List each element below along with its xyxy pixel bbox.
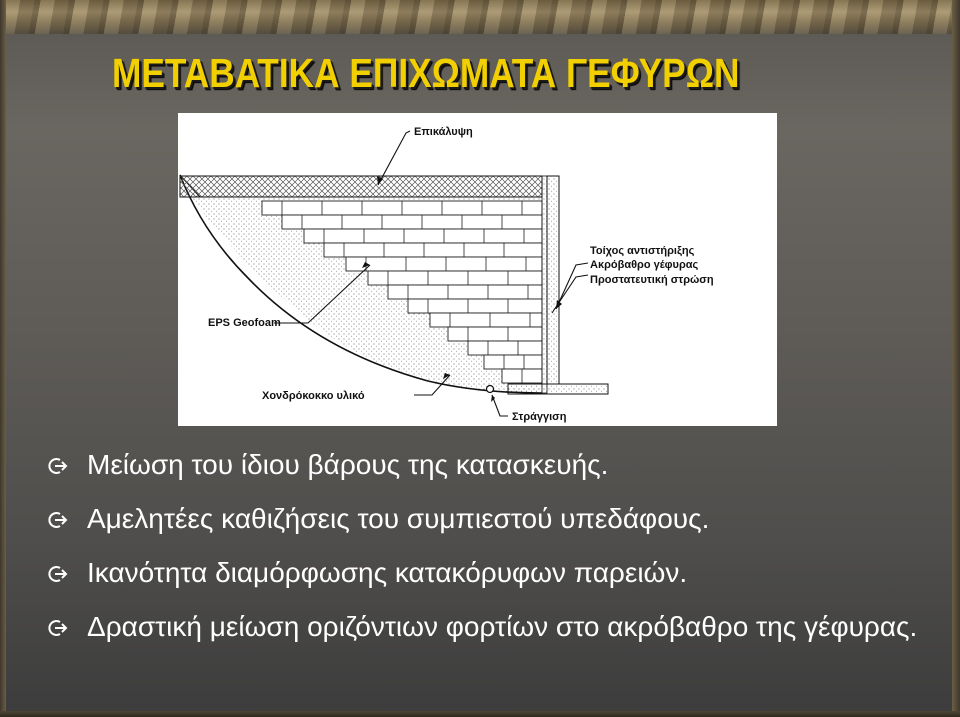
bullet-list <box>46 448 946 644</box>
bullet-text: Αμελητέες καθιζήσεις του συμπιεστού υπεδάφους. <box>87 503 710 534</box>
wall-footing <box>508 384 608 394</box>
protective-layer <box>542 176 547 393</box>
cover-layer <box>180 176 542 197</box>
drain-pipe <box>487 386 494 393</box>
bullet-text: Μείωση του ίδιου βάρους της κατασκευής. <box>87 449 609 480</box>
decorative-frame-left <box>0 0 6 717</box>
bullet-item <box>46 502 946 556</box>
bullet-item <box>46 448 946 502</box>
circle-arrow-icon <box>46 619 68 637</box>
embankment-diagram <box>178 113 777 426</box>
retaining-wall <box>547 176 559 384</box>
bullet-text: Δραστική μείωση οριζόντιων φορτίων στο ακρόβαθρο της γέφυρας. <box>87 611 918 642</box>
circle-arrow-icon <box>46 511 68 529</box>
label-retaining-wall: Τοίχος αντιστήριξης <box>590 245 695 257</box>
decorative-frame-top <box>0 0 960 34</box>
bullet-item <box>46 610 946 644</box>
label-granular-material: Χονδρόκοκκο υλικό <box>262 390 365 402</box>
circle-arrow-icon <box>46 457 68 475</box>
bullet-text: Ικανότητα διαμόρφωσης κατακόρυφων παρειών. <box>87 557 688 588</box>
label-eps-geofoam: EPS Geofoam <box>208 317 281 329</box>
label-protective-layer: Προστατευτική στρώση <box>590 274 714 286</box>
circle-arrow-icon <box>46 565 68 583</box>
slide-title: ΜΕΤΑΒΑΤΙΚΑ ΕΠΙΧΩΜΑΤΑ ΓΕΦΥΡΩΝ <box>112 50 740 96</box>
bullet-item <box>46 556 946 610</box>
decorative-frame-right <box>952 0 960 717</box>
label-bridge-abutment: Ακρόβαθρο γέφυρας <box>590 259 699 271</box>
label-cover: Επικάλυψη <box>414 126 473 138</box>
decorative-frame-bottom <box>0 711 960 717</box>
label-drainage: Στράγγιση <box>512 411 567 423</box>
